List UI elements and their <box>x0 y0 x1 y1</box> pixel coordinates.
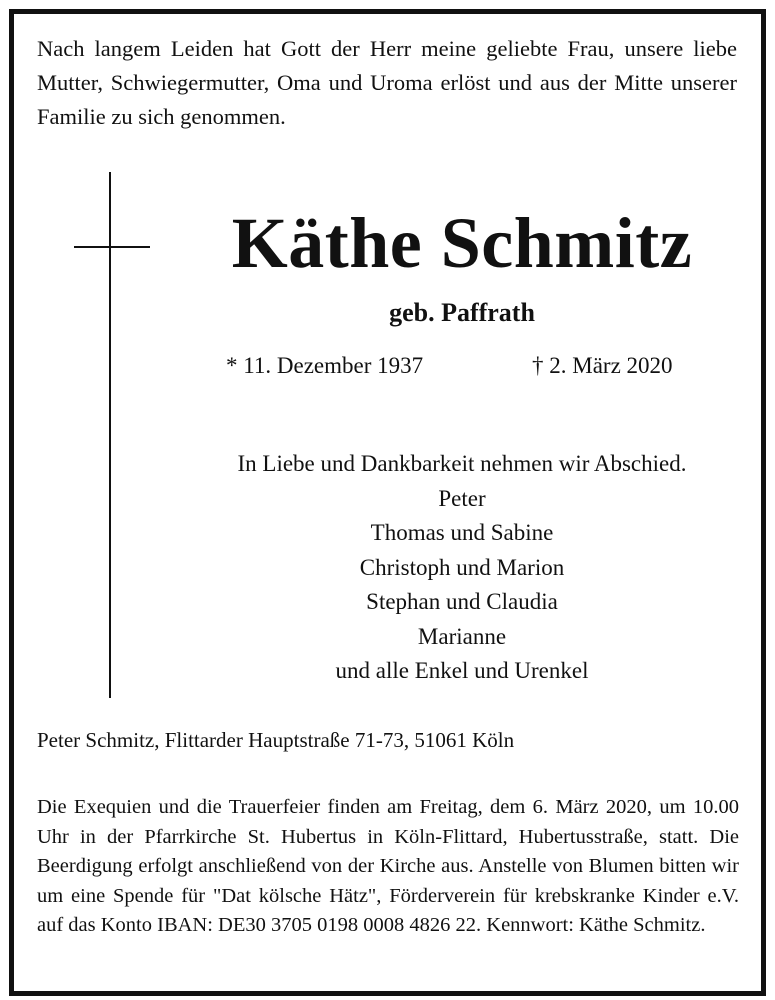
mourner-entry: Christoph und Marion <box>359 554 565 580</box>
funeral-details: Die Exequien und die Trauerfeier finden am Freitag, dem 6. März 2020, um 10.00 Uhr in der Pfarrkirche St. Hubertus in Köln-Flittard, Hubertusstraße, statt. Die Beerdigung erfolgt anschließend von der Kirche aus. Anstelle von Blumen bitten wir um eine Spende für "Dat kölsche Hätz", Förderverein für krebskranke Kinder e.V. auf das Konto IBAN: DE30 3705 0198 0008 4826 22. Kennwort: Käthe Schmitz. <box>37 796 739 937</box>
birth-date: * 11. Dezember 1937 <box>226 353 424 378</box>
mourner-entry: Thomas und Sabine <box>370 520 554 545</box>
cross-icon <box>109 172 111 698</box>
mourner-entry: Peter <box>438 485 486 511</box>
death-date: † 2. März 2020 <box>532 353 673 378</box>
deceased-name: Käthe Schmitz <box>231 203 693 283</box>
contact-address: Peter Schmitz, Flittarder Hauptstraße 71-73, 51061 Köln <box>37 728 515 752</box>
mourners-farewell: In Liebe und Dankbarkeit nehmen wir Abschied. <box>237 451 687 476</box>
mourners-list <box>150 447 774 689</box>
cross-icon-crossbar <box>74 246 150 248</box>
mourner-entry: Marianne <box>417 623 507 649</box>
maiden-name: geb. Paffrath <box>389 298 535 327</box>
mourner-entry: Stephan und Claudia <box>366 589 558 614</box>
mourner-entry: und alle Enkel und Urenkel <box>335 658 589 683</box>
intro-text: Nach langem Leiden hat Gott der Herr meine geliebte Frau, unsere liebe Mutter, Schwiegermutter, Oma und Uroma erlöst und aus der Mitte unserer Familie zu sich genommen. <box>37 36 737 129</box>
